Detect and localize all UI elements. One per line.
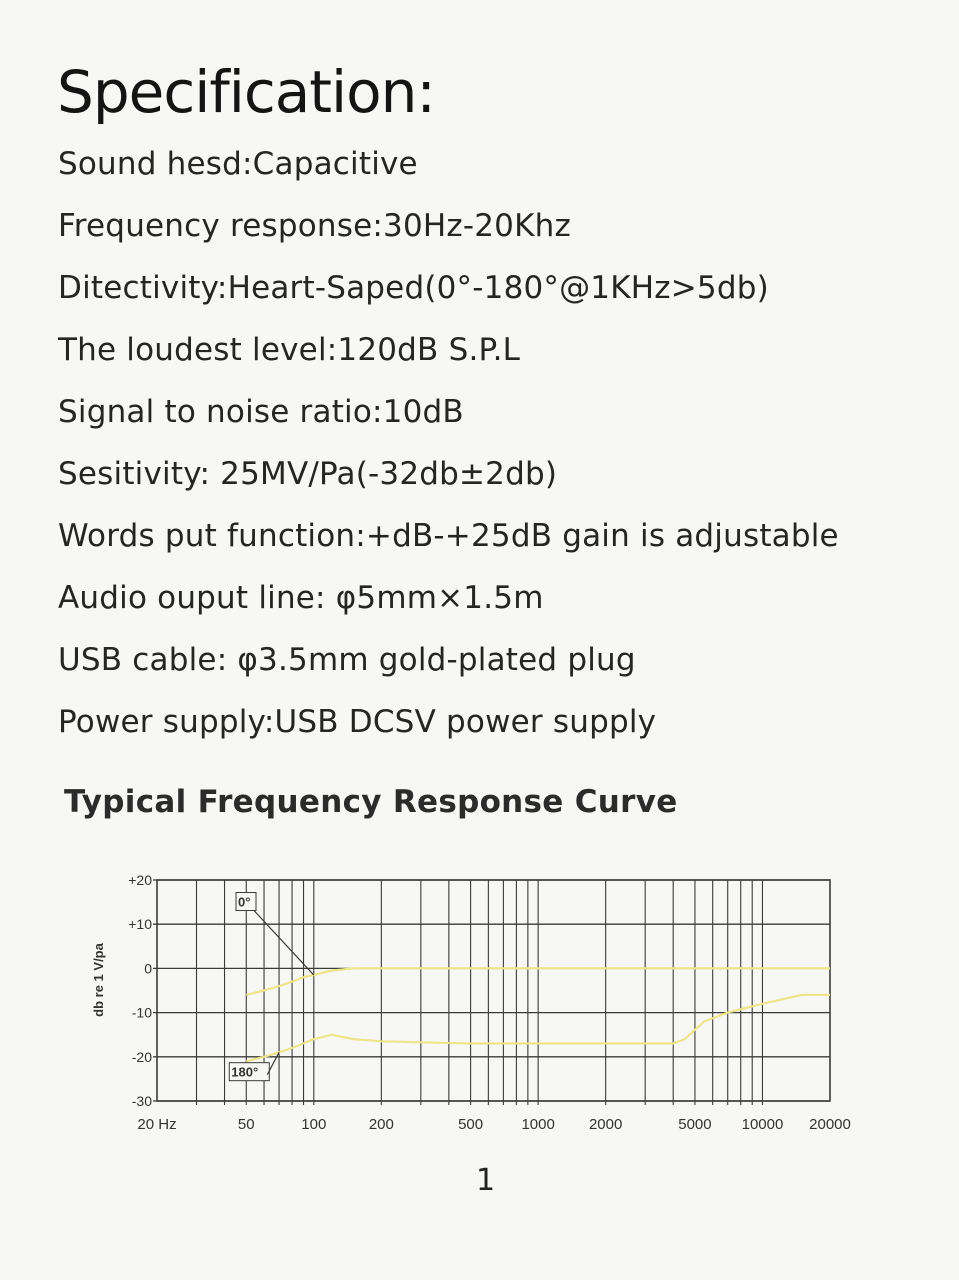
series-label: 0° [238, 894, 251, 910]
spec-signal-to-noise: Signal to noise ratio:10dB [58, 394, 464, 430]
spec-sound-head: Sound hesd:Capacitive [58, 146, 418, 182]
x-tick-label: 100 [301, 1116, 327, 1133]
spec-usb-cable: USB cable: φ3.5mm gold-plated plug [58, 642, 636, 678]
y-tick-label: 0 [144, 960, 152, 977]
x-tick-label: 200 [368, 1116, 394, 1133]
x-tick-label: 50 [237, 1116, 255, 1133]
spec-power-supply: Power supply:USB DCSV power supply [58, 704, 657, 740]
x-tick-label: 10000 [741, 1116, 784, 1133]
chart-title: Typical Frequency Response Curve [64, 784, 678, 820]
spec-directivity: Ditectivity:Heart-Saped(0°-180°@1KHz>5db) [58, 270, 769, 306]
y-tick-label: -20 [131, 1048, 152, 1065]
x-tick-label: 2000 [588, 1116, 623, 1133]
series-label: 180° [231, 1064, 259, 1080]
series-leader-line [254, 911, 314, 976]
page-number: 1 [476, 1163, 496, 1198]
spec-sensitivity: Sesitivity: 25MV/Pa(-32db±2db) [58, 456, 558, 492]
y-tick-label: -10 [131, 1004, 152, 1021]
y-tick-label: +10 [128, 916, 152, 933]
x-tick-label: 20 Hz [137, 1116, 177, 1133]
x-tick-label: 5000 [678, 1116, 712, 1133]
y-tick-label: +20 [128, 872, 152, 888]
spec-audio-output-line: Audio ouput line: φ5mm×1.5m [58, 580, 544, 616]
y-axis-label: db re 1 V/pa [91, 943, 106, 1017]
spec-frequency-response: Frequency response:30Hz-20Khz [58, 208, 571, 244]
x-tick-label: 500 [458, 1116, 484, 1133]
x-tick-label: 1000 [521, 1116, 555, 1133]
page-title: Specification: [57, 58, 435, 126]
spec-gain: Words put function:+dB-+25dB gain is adjustable [58, 518, 839, 554]
y-tick-label: -30 [131, 1093, 152, 1109]
x-tick-label: 20000 [809, 1116, 851, 1133]
spec-loudest-level: The loudest level:120dB S.P.L [58, 332, 521, 368]
